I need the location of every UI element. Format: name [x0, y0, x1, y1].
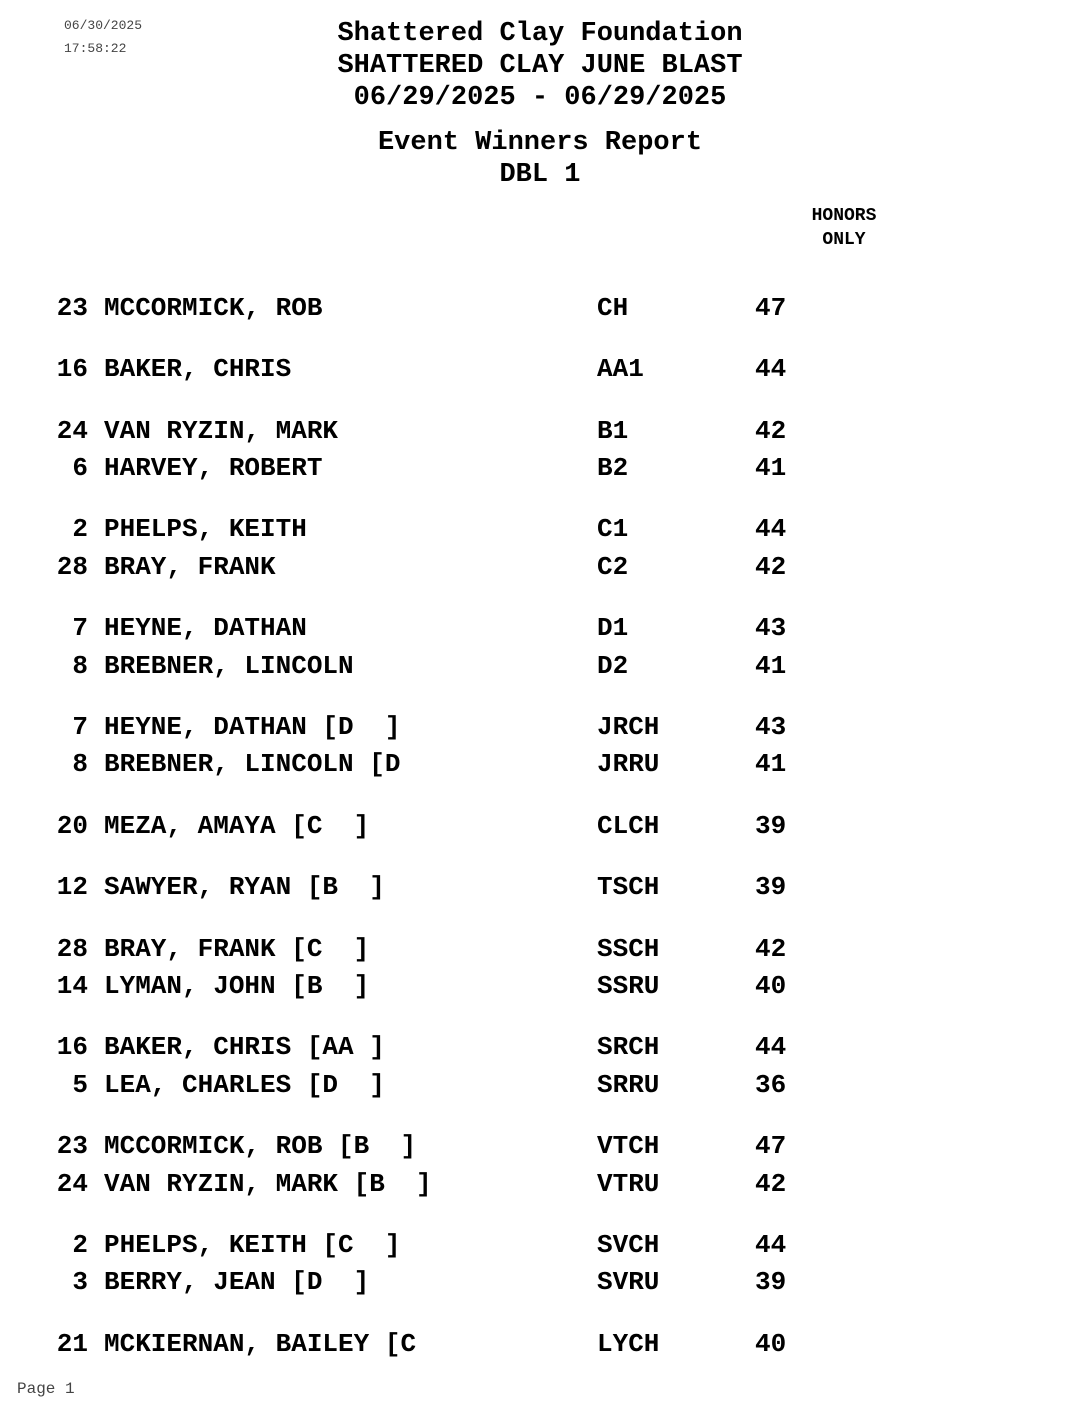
- shooter-name: LEA, CHARLES [D ]: [104, 1070, 385, 1100]
- shooter-name: BREBNER, LINCOLN [D: [104, 749, 401, 779]
- class-code: CLCH: [597, 811, 660, 841]
- class-code: B1: [597, 416, 629, 446]
- shooter-name: BAKER, CHRIS [AA ]: [104, 1032, 385, 1062]
- class-code: SVRU: [597, 1267, 660, 1297]
- winner-row: [0, 513, 1088, 545]
- winner-row: [0, 292, 1088, 324]
- shooter-number: 16: [56, 1032, 88, 1062]
- shooter-name: PHELPS, KEITH: [104, 514, 307, 544]
- score: 47: [755, 1131, 787, 1161]
- shooter-number: 24: [56, 416, 88, 446]
- shooter-number: 23: [56, 1131, 88, 1161]
- shooter-number: 16: [56, 354, 88, 384]
- event-name: SHATTERED CLAY JUNE BLAST: [337, 51, 743, 81]
- shooter-number: 2: [72, 1230, 88, 1260]
- shooter-name: VAN RYZIN, MARK [B ]: [104, 1169, 432, 1199]
- shooter-number: 3: [72, 1267, 88, 1297]
- score: 43: [755, 613, 787, 643]
- score: 39: [755, 872, 787, 902]
- shooter-number: 28: [56, 552, 88, 582]
- winner-row: [0, 452, 1088, 484]
- score: 36: [755, 1070, 787, 1100]
- class-code: D1: [597, 613, 629, 643]
- score: 41: [755, 453, 787, 483]
- shooter-number: 8: [72, 651, 88, 681]
- shooter-number: 24: [56, 1169, 88, 1199]
- shooter-name: MEZA, AMAYA [C ]: [104, 811, 370, 841]
- class-code: LYCH: [597, 1329, 660, 1359]
- shooter-name: HARVEY, ROBERT: [104, 453, 323, 483]
- shooter-name: HEYNE, DATHAN [D ]: [104, 712, 401, 742]
- class-code: SVCH: [597, 1230, 660, 1260]
- event-dates: 06/29/2025 - 06/29/2025: [353, 83, 727, 113]
- honors-only-label-line1: HONORS: [811, 206, 877, 226]
- winner-row: [0, 1229, 1088, 1261]
- shooter-name: SAWYER, RYAN [B ]: [104, 872, 385, 902]
- shooter-name: BREBNER, LINCOLN: [104, 651, 354, 681]
- winner-row: [0, 612, 1088, 644]
- class-code: VTRU: [597, 1169, 660, 1199]
- shooter-name: PHELPS, KEITH [C ]: [104, 1230, 401, 1260]
- winner-row: [0, 1130, 1088, 1162]
- shooter-name: BRAY, FRANK [C ]: [104, 934, 370, 964]
- class-code: TSCH: [597, 872, 660, 902]
- score: 41: [755, 651, 787, 681]
- class-code: JRCH: [597, 712, 660, 742]
- class-code: AA1: [597, 354, 644, 384]
- print-time: 17:58:22: [64, 41, 127, 56]
- shooter-name: BAKER, CHRIS: [104, 354, 292, 384]
- score: 44: [755, 1032, 787, 1062]
- shooter-number: 6: [72, 453, 88, 483]
- shooter-name: MCCORMICK, ROB [B ]: [104, 1131, 417, 1161]
- score: 40: [755, 1329, 787, 1359]
- report-title: Event Winners Report: [377, 128, 703, 158]
- winner-row: [0, 933, 1088, 965]
- score: 44: [755, 514, 787, 544]
- class-code: SRRU: [597, 1070, 660, 1100]
- winner-row: [0, 650, 1088, 682]
- winner-row: [0, 1031, 1088, 1063]
- winner-row: [0, 810, 1088, 842]
- score: 44: [755, 1230, 787, 1260]
- shooter-name: MCCORMICK, ROB: [104, 293, 323, 323]
- class-code: JRRU: [597, 749, 660, 779]
- shooter-number: 23: [56, 293, 88, 323]
- winner-row: [0, 871, 1088, 903]
- class-code: VTCH: [597, 1131, 660, 1161]
- shooter-number: 14: [56, 971, 88, 1001]
- winner-row: [0, 711, 1088, 743]
- event-discipline: DBL 1: [499, 160, 581, 190]
- winner-row: [0, 1168, 1088, 1200]
- class-code: SRCH: [597, 1032, 660, 1062]
- shooter-number: 20: [56, 811, 88, 841]
- score: 42: [755, 1169, 787, 1199]
- score: 39: [755, 1267, 787, 1297]
- shooter-name: VAN RYZIN, MARK: [104, 416, 339, 446]
- winner-row: [0, 551, 1088, 583]
- score: 44: [755, 354, 787, 384]
- score: 43: [755, 712, 787, 742]
- winner-row: [0, 1069, 1088, 1101]
- winner-row: [0, 353, 1088, 385]
- shooter-name: BRAY, FRANK: [104, 552, 276, 582]
- shooter-number: 8: [72, 749, 88, 779]
- organization-name: Shattered Clay Foundation: [337, 19, 743, 49]
- winner-row: [0, 1266, 1088, 1298]
- shooter-number: 5: [72, 1070, 88, 1100]
- shooter-name: MCKIERNAN, BAILEY [C: [104, 1329, 417, 1359]
- score: 39: [755, 811, 787, 841]
- class-code: SSCH: [597, 934, 660, 964]
- shooter-name: BERRY, JEAN [D ]: [104, 1267, 370, 1297]
- score: 42: [755, 934, 787, 964]
- score: 40: [755, 971, 787, 1001]
- shooter-number: 21: [56, 1329, 88, 1359]
- class-code: CH: [597, 293, 629, 323]
- class-code: B2: [597, 453, 629, 483]
- winner-row: [0, 1328, 1088, 1360]
- shooter-number: 7: [72, 613, 88, 643]
- winner-row: [0, 748, 1088, 780]
- honors-only-label-line2: ONLY: [822, 230, 866, 250]
- shooter-name: HEYNE, DATHAN: [104, 613, 307, 643]
- score: 47: [755, 293, 787, 323]
- score: 42: [755, 416, 787, 446]
- shooter-number: 28: [56, 934, 88, 964]
- winner-row: [0, 970, 1088, 1002]
- page-number: Page 1: [17, 1380, 75, 1398]
- shooter-name: LYMAN, JOHN [B ]: [104, 971, 370, 1001]
- score: 42: [755, 552, 787, 582]
- winner-row: [0, 415, 1088, 447]
- shooter-number: 12: [56, 872, 88, 902]
- class-code: D2: [597, 651, 629, 681]
- print-date: 06/30/2025: [64, 18, 143, 33]
- shooter-number: 7: [72, 712, 88, 742]
- class-code: C2: [597, 552, 629, 582]
- shooter-number: 2: [72, 514, 88, 544]
- class-code: SSRU: [597, 971, 660, 1001]
- score: 41: [755, 749, 787, 779]
- class-code: C1: [597, 514, 629, 544]
